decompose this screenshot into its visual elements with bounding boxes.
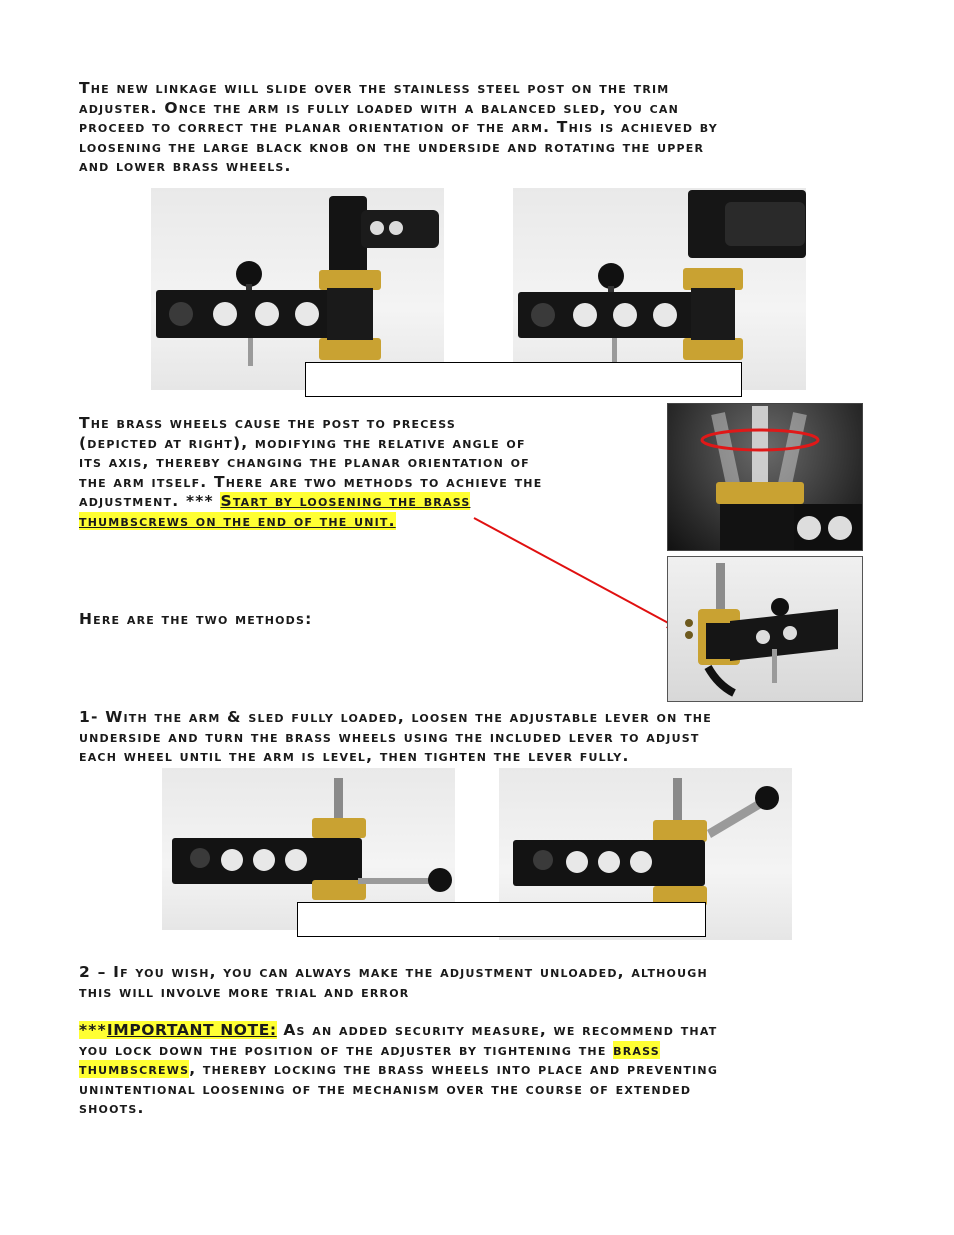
note-line-3 (79, 1060, 889, 1080)
note-line-5: shoots. (79, 1099, 145, 1118)
intro-line: and lower brass wheels. (79, 157, 292, 176)
method-2-line: this will involve more trial and error (79, 982, 410, 1001)
intro-line: The new linkage will slide over the stainless steel post on the trim (79, 79, 670, 97)
precess-line: (depicted at right), modifying the relative angle of (79, 433, 526, 452)
method-1-paragraph (79, 708, 889, 767)
important-note-label: IMPORTANT NOTE: (106, 1021, 277, 1039)
highlight-thumbscrews-end: thumbscrews on the end of the unit. (79, 511, 396, 530)
precess-line-5 (79, 492, 664, 512)
highlight-brass: brass (613, 1040, 660, 1059)
note-line-2 (79, 1041, 889, 1061)
photo-brass-thumbscrews (667, 556, 863, 702)
caption-box-bottom (297, 902, 706, 937)
note-line-1-rest: As an added security measure, we recommend that (276, 1021, 718, 1039)
method-2-paragraph (79, 963, 889, 1002)
method-1-line: each wheel until the arm is level, then tighten the lever fully. (79, 747, 630, 766)
method-2-line: 2 – If you wish, you can always make the adjustment unloaded, although (79, 963, 708, 981)
intro-line: proceed to correct the planar orientation of the arm. This is achieved by (79, 118, 718, 137)
caption-box-top (305, 362, 742, 397)
precess-line: the arm itself. There are two methods to achieve the (79, 472, 543, 491)
highlight-loosen-thumbscrews: Start by loosening the brass (220, 492, 471, 511)
red-arrow-icon (470, 515, 690, 635)
note-line-3-rest: , thereby locking the brass wheels into place and preventing (189, 1060, 719, 1079)
precess-line-5-prefix: adjustment. *** (79, 492, 221, 511)
photo-linkage-vertical-arm (151, 188, 444, 390)
intro-paragraph (79, 79, 889, 177)
method-1-line: 1- With the arm & sled fully loaded, loosen the adjustable lever on the (79, 708, 712, 726)
note-line-2-text: you lock down the position of the adjuster by tightening the (79, 1040, 614, 1059)
note-prefix: *** (79, 1021, 107, 1039)
precess-paragraph (79, 414, 664, 532)
methods-heading: Here are the two methods: (79, 610, 313, 628)
important-note-paragraph (79, 1021, 889, 1119)
method-1-line: underside and turn the brass wheels using the included lever to adjust (79, 727, 700, 746)
intro-line: loosening the large black knob on the underside and rotating the upper (79, 137, 705, 156)
photo-linkage-horizontal-arm (513, 188, 806, 390)
precess-line: The brass wheels cause the post to precess (79, 414, 457, 432)
photo-post-precession (667, 403, 863, 551)
highlight-thumbscrews: thumbscrews (79, 1060, 190, 1079)
intro-line: adjuster. Once the arm is fully loaded with a balanced sled, you can (79, 98, 680, 117)
note-line-4: unintentional loosening of the mechanism over the course of extended (79, 1079, 692, 1098)
note-line-1 (79, 1021, 889, 1041)
precess-line: its axis, thereby changing the planar orientation of (79, 453, 530, 472)
